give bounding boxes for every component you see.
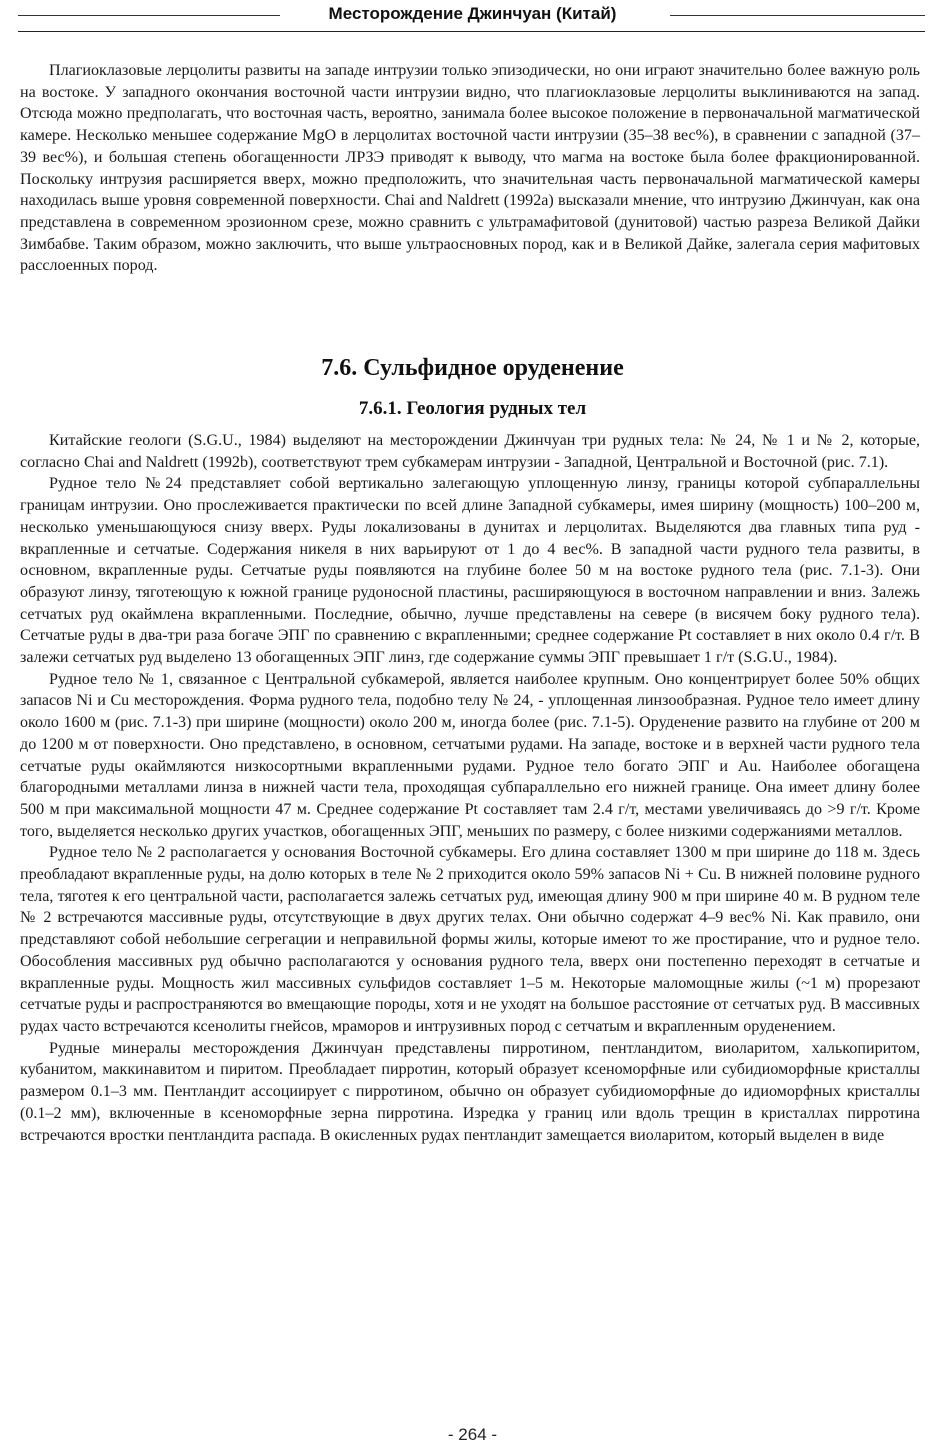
header-rule-right [670,15,925,16]
paragraph: Рудное тело №24 представляет собой вертикально залегающую уплощенную линзу, границы которой субпараллельны границам интрузии. Оно прослеживается практически по всей длине Западной субкамеры, имея ширину (мощность) 100–200 м, несколько уменьшающуюся снизу вверх. Руды локализованы в дунитах и лерцолитах. Выделяются два главных типа руд - вкрапленные и сетчатые. Содержания никеля в них варьируют от 1 до 4 вес%. В западной части рудного тела развиты, в основном, вкрапленные руды. Сетчатые руды появляются на глубине более 50 м на востоке рудного тела (рис. 7.1-3). Они образуют линзу, тяготеющую к южной границе рудоносной пластины, расширяющуюся в восточном направлении и вниз. Залежь сетчатых руд окаймлена вкрапленными. Последние, обычно, лучше представлены на севере (в висячем боку рудного тела). Сетчатые руды в два-три раза богаче ЭПГ по сравнению с вкрапленными; среднее содержание Pt составляет в них около 0.4 г/т. В залежи сетчатых руд выделено 13 обогащенных ЭПГ линз, где содержание суммы ЭПГ превышает 1 г/т (S.G.U., 1984). [20,475,920,667]
running-header-title: Месторождение Джинчуан (Китай) [328,4,617,23]
intro-text [20,60,920,277]
body-text [20,430,920,1146]
paragraph: Китайские геологи (S.G.U., 1984) выделяют на месторождении Джинчуан три рудных тела: № 24, № 1 и № 2, которые, согласно Chai and Naldrett (1992b), соответствуют трем субкамерам интрузии - Западной, Центральной и Восточной (рис. 7.1). [20,432,920,471]
paragraph: Рудное тело № 1, связанное с Центральной субкамерой, является наиболее крупным. Оно концентрирует более 50% общих запасов Ni и Cu месторождения. Форма рудного тела, подобно телу № 24, - уплощенная линзообразная. Рудное тело имеет длину около 1600 м (рис. 7.1-3) при ширине (мощности) около 200 м, иногда более (рис. 7.1-5). Оруденение развито на глубине от 200 м до 1200 м от поверхности. Оно представлено, в основном, сетчатыми рудами. На западе, востоке и в верхней части рудного тела сетчатые руды окаймляются низкосортными вкрапленными рудами. Рудное тело богато ЭПГ и Au. Наиболее обогащена благородными металлами линза в нижней части тела, проходящая субпараллельно его нижней границе. Она имеет длину более 500 м при максимальной мощности 47 м. Среднее содержание Pt составляет там 2.4 г/т, местами увеличиваясь до >9 г/т. Кроме того, выделяется несколько других участков, обогащенных ЭПГ, меньших по размеру, с более низкими содержаниями металлов. [20,670,920,840]
page-number: - 264 - [447,1425,498,1444]
header-underline [18,31,925,32]
running-header [0,0,945,36]
subsection-title: 7.6.1. Геология рудных тел [358,398,587,419]
paragraph: Рудные минералы месторождения Джинчуан представлены пирротином, пентландитом, виоларитом, халькопиритом, кубанитом, маккинавитом и пиритом. Преобладает пирротин, который образует ксеноморфные или субидиоморфные кристаллы размером 0.1–3 мм. Пентландит ассоциирует с пирротином, обычно он образует субидиоморфные до идиоморфных кристаллы (0.1–2 мм), включенные в ксеноморфные зерна пирротина. Изредка у границ или вдоль трещин в кристаллах пирротина встречаются вростки пентландита распада. В окисленных рудах пентландит замещается виоларитом, который выделен в виде [20,1039,920,1144]
paragraph: Рудное тело № 2 располагается у основания Восточной субкамеры. Его длина составляет 1300 м при ширине до 118 м. Здесь преобладают вкрапленные руды, на долю которых в теле № 2 приходится около 59% запасов Ni + Cu. В нижней половине рудного тела, тяготея к его центральной части, располагается залежь сетчатых руд, имеющая длину 900 м при ширине 40 м. В рудном теле № 2 встречаются массивные руды, отсутствующие в двух других телах. Они обычно содержат 4–9 вес% Ni. Как правило, они представляют собой небольшие сегрегации и неправильной формы жилы, которые имеют то же простирание, что и рудное тело. Обособления массивных руд обычно располагаются у основания рудного тела, вверх они постепенно переходят в сетчатые и вкрапленные руды. Мощность жил массивных сульфидов составляет 1–5 м. Некоторые маломощные жилы (~1 м) прорезают сетчатые руды и распространяются во вмещающие породы, хотя и не уходят на большое расстояние от сетчатых руд. В массивных рудах часто встречаются ксенолиты гнейсов, мраморов и интрузивных пород с сетчатым и вкрапленным оруденением. [20,844,920,1035]
paragraph: Плагиоклазовые лерцолиты развиты на западе интрузии только эпизодически, но они играют значительно более важную роль на востоке. У западного окончания восточной части интрузии видно, что плагиоклазовые лерцолиты выклиниваются на запад. Отсюда можно предполагать, что восточная часть, вероятно, занимала более высокое положение в первоначальной магматической камере. Несколько меньшее содержание MgO в лерцолитах восточной части интрузии (35–38 вес%), в сравнении с западной (37–39 вес%), и большая степень обогащенности ЛРЗЭ приводят к выводу, что магма на востоке была более фракционированной. Поскольку интрузия расширяется вверх, можно предположить, что значительная часть первоначальной магматической камеры находилась выше уровня современной поверхности. Chai and Naldrett (1992a) высказали мнение, что интрузию Джинчуан, как она представлена в современном эрозионном срезе, можно сравнить с ультрамафитовой (дунитовой) частью разреза Великой Дайки Зимбабве. Таким образом, можно заключить, что выше ультраосновных пород, как и в Великой Дайке, залегала серия мафитовых расслоенных пород. [20,62,920,275]
section-title: 7.6. Сульфидное оруденение [321,355,624,381]
